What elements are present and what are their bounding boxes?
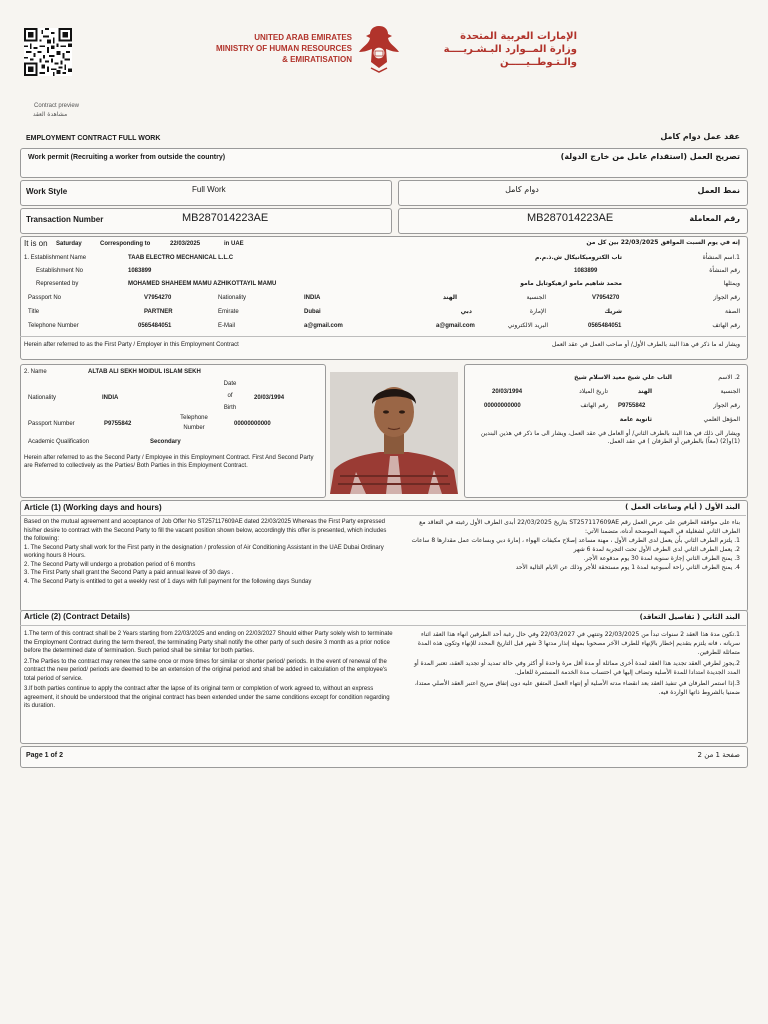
- title-label-ar: الصفة: [725, 308, 740, 315]
- employee-telephone-label-ar: رقم الهاتف: [580, 402, 608, 409]
- telephone-ar-side: 0565484051: [588, 323, 622, 329]
- corresponding-to: Corresponding to: [100, 241, 151, 247]
- qualification-label: Academic Qualification: [28, 439, 90, 445]
- emirate-value: Dubai: [304, 309, 321, 315]
- divider: [20, 515, 746, 516]
- employee-name-label-ar: 2. الاسم: [718, 374, 740, 381]
- employee-name-ar: التاب علي شيخ معيد الاسلام شيخ: [574, 374, 672, 381]
- employee-dob-label-ar: تاريخ الميلاد: [579, 388, 608, 395]
- establishment-no-label: Establishment No: [36, 268, 84, 274]
- ministry-name-en: UNITED ARAB EMIRATES MINISTRY OF HUMAN RESOURCES & EMIRATISATION: [215, 33, 352, 64]
- emirate-label-ar: الإمارة: [529, 308, 546, 315]
- nationality-ar: الهند: [442, 294, 457, 301]
- article-2-title-en: Article (2) (Contract Details): [24, 612, 130, 621]
- passport-no-label: Passport No: [28, 295, 62, 301]
- nationality: INDIA: [304, 295, 321, 301]
- email-label-ar: البريد الالكتروني: [507, 322, 548, 329]
- uae-emblem-icon: [357, 22, 401, 74]
- qualification-label-ar: المؤهل العلمي: [703, 416, 740, 423]
- employee-nationality-label: Nationality: [28, 395, 57, 401]
- employee-telephone: 00000000000: [234, 421, 271, 427]
- qr-code-icon: [24, 28, 72, 76]
- passport-no-label-ar: رقم الجواز: [713, 294, 740, 301]
- employee-name-label: 2. Name: [24, 369, 47, 375]
- first-party-footer-ar: ويشار له ما ذكر في هذا البند بالطرف الأول/ أو صاحب العمل في عقد العمل: [551, 341, 740, 348]
- title-ar: شريك: [604, 308, 622, 315]
- contract-day: Saturday: [56, 241, 82, 247]
- contract-date: 22/03/2025: [170, 241, 201, 247]
- represented-by: MOHAMED SHAHEEM MAMU AZHIKOTTAYIL MAMU: [128, 281, 277, 287]
- establishment-name-label-ar: 1.اسم المنشأة: [702, 254, 740, 261]
- employee-name: ALTAB ALI SEKH MOIDUL ISLAM SEKH: [88, 369, 201, 375]
- emirate-label: Emirate: [218, 309, 239, 315]
- article-1-body-ar: بناء على موافقة الطرفين على عرض العمل رقم ST257117609AE بتاريخ 22/03/2025 أبدى الطرف الأول رغبته في التعاقد مع الطرف الثاني لشغليلة في المهنة الموضحة أدناه، متضمنا الآتي: 1. يلتزم الطرف الثاني بأن يعمل لدى الطرف الأول ، مهنة مساعد إصلاح مكيفات الهواء ، إمارة دبي وبساعات عمل مقدارها 8 ساعات 2. يعمل الطرف الثاني لدى الطرف الأول تحت التجربة لمدة 6 شهر 3. يمنح الطرف الثاني إجازة سنوية لمدة 30 يوم مدفوعة الأجر. 4. يمنح الطرف الثاني راحة أسبوعية لمدة 1 يوم مستحقة للأجر وذلك عن الايام التالية الأحد: [411, 519, 740, 571]
- employee-passport-label-ar: رقم الجواز: [713, 402, 740, 409]
- preview-label: Contract preview: [34, 103, 80, 109]
- divider: [20, 625, 746, 626]
- transaction-number: MB287014223AE: [182, 212, 269, 224]
- telephone-value: 0565484051: [138, 323, 172, 329]
- establishment-no-ar-side: 1083899: [574, 268, 598, 274]
- page-footer: [20, 746, 748, 768]
- article-2-body-ar: 1.تكون مدة هذا العقد 2 سنوات تبدأ من 22/03/2025 وتنتهي في 22/03/2027 وفي حال رغبة أحد الطرفين انهاء هذا العقد اثناء سريانه ، فانه يلتزم بتقديم إخطار بالإنهاء للطرف الآخر مصحوبا بمهلة إنذار مدتها 3 شهر قبل التاريخ المحدد للإنهاء وتكون هذه المدة متماثلة للطرفين. 2.يجوز لطرفي العقد تجديد هذا العقد لمدة أخرى مماثلة أو مدة أقل مرة واحدة أو أكثر وفي حالة تمديد أو تجديد العقد، تعتبر المدة أو المدد الجديدة امتدادا للمدة الأصلية وتضاف إليها في احتساب مدة الخدمة المستمرة للعامل. 3.إذا استمر الطرفان في تنفيذ العقد بعد انقضاء مدته الأصلية أو إنتهاء العمل المتفق عليه دون إتفاق صريح اعتبر العقد الأصلي ممتدا، ضمنيا بالشروط ذاتها الواردة فيه.: [414, 631, 740, 696]
- in-uae: in UAE: [224, 241, 244, 247]
- employee-nationality-label-ar: الجنسية: [720, 388, 740, 395]
- passport-no-ar-side: V7954270: [592, 295, 620, 301]
- contract-date-ar: إنه في يوم السبت الموافق 22/03/2025 بين كل من: [586, 239, 740, 246]
- telephone-label: Telephone Number: [28, 323, 79, 329]
- employee-passport-label: Passport Number: [28, 421, 75, 427]
- establishment-no-label-ar: رقم المنشأة: [709, 267, 740, 274]
- qualification: Secondary: [150, 439, 181, 445]
- employee-telephone-label: Telephone Number: [180, 415, 208, 431]
- telephone-label-ar: رقم الهاتف: [712, 322, 740, 329]
- transaction-label: Transaction Number: [26, 215, 104, 224]
- first-party-footer-en: Herein after referred to as the First Party / Employer in this Employment Contract: [24, 342, 239, 348]
- contract-page: [12, 10, 742, 770]
- article-1-title-ar: البند الأول ( أيام وساعات العمل ): [625, 503, 740, 511]
- article-2-title-ar: البند الثاني ( تفاصيل التعاقد): [639, 613, 740, 621]
- employee-telephone-ar-side: 00000000000: [484, 403, 521, 409]
- represented-by-ar: محمد شاهيم مامو ازهيكوتايل مامو: [520, 280, 622, 287]
- it-is-on: It is on: [24, 239, 48, 248]
- employee-photo: [330, 372, 458, 494]
- title-value: PARTNER: [144, 309, 173, 315]
- ministry-name-ar: الإمارات العربية المتحدة وزارة المــوارد البـشـريــــة والـتـوطــيـــــن: [443, 31, 577, 68]
- preview-label-ar: مشاهدة العقد: [32, 111, 68, 118]
- dob-label: Date of Birth: [223, 381, 237, 411]
- establishment-name-ar: تاب الكتروميكانيكال ش.ذ.م.م: [535, 254, 622, 261]
- employee-nationality: INDIA: [102, 395, 119, 401]
- page-number-en: Page 1 of 2: [26, 752, 63, 759]
- article-2-body-en: 1.The term of this contract shall be 2 Years starting from 22/03/2025 and ending on 22/03/2027 Should either Party solely wish to terminate the Employment Contract during the term thereof, the terminating Party shall notify the other party of such desire 3 month as a prior notice before the determined date of termination. Such period shall be similar for both parties. 2.The Parties to the contract may renew the same once or more times for similar or shorter period/ periods. In the event of renewal of the contract the new period/ periods are deemed to be an extension of the original period and shall be added in calculation of the employee's total period of service. 3.If both parties continue to apply the contract after the lapse of its original term or completion of work agreed to, without an express agreement, it should be understood that the original contract has been extended under the same conditions except for condition regarding its duration.: [24, 631, 393, 709]
- employee-passport-ar-side: P9755842: [618, 403, 646, 409]
- establishment-name-label: 1. Establishment Name: [24, 255, 87, 261]
- work-style-label-ar: نمط العمل: [697, 186, 740, 195]
- establishment-name: TAAB ELECTRO MECHANICAL L.L.C: [128, 255, 234, 261]
- work-permit-ar: تصريح العمل (استقدام عامل من خارج الدولة): [560, 152, 740, 161]
- title-label: Title: [28, 309, 40, 315]
- page-number-ar: صفحة 1 من 2: [697, 751, 740, 759]
- second-party-footer-en: Herein after referred to as the Second Party / Employee in this Employment Contract. First And Second Party are Referred to collectively as the Parties/ Both Parties in this Employment Contract.: [24, 455, 314, 469]
- work-style-value-ar: دوام كامل: [505, 185, 539, 194]
- represented-by-label-ar: ويمثلها: [723, 280, 740, 287]
- employee-dob-ar-side: 20/03/1994: [492, 389, 523, 395]
- article-1-title-en: Article (1) (Working days and hours): [24, 503, 162, 512]
- emirate-ar: دبي: [460, 308, 472, 315]
- passport-no: V7954270: [144, 295, 172, 301]
- nationality-label: Nationality: [218, 295, 247, 301]
- qualification-ar: ثانوية عامة: [619, 416, 652, 423]
- email-label: E-Mail: [218, 323, 236, 329]
- work-style-label: Work Style: [26, 187, 68, 196]
- second-party-footer-ar: ويشار الى ذلك في هذا البند بالطرف الثاني/ أو العامل في عقد العمل، ويشار الى ما ذكر في هذين البندين (1)و(2) (معاً) بالطرفين أو الطرفان ) في عقد العمل.: [480, 430, 740, 445]
- establishment-no: 1083899: [128, 268, 152, 274]
- work-style-value: Full Work: [192, 185, 226, 194]
- work-permit-en: Work permit (Recruiting a worker from outside the country): [28, 154, 226, 161]
- contract-title-ar: عقد عمل دوام كامل: [660, 132, 740, 141]
- email-ar-side: a@gmail.com: [436, 323, 475, 329]
- article-1-body-en: Based on the mutual agreement and acceptance of Job Offer No ST257117609AE dated 22/03/2025 Whereas the First Party expressed his/her desire to contract with the Second Party to fill the vacant position shown below, accordingly this offer is presented, which includes the following: 1. The Second Party shall work for the First party in the designation / profession of Air Conditioning Assistant in the UAE Dubai Ordinary working hours 8 Hours. 2. The Second Party will undergo a probation period of 6 months 3. The First Party shall grant the Second Party a paid annual leave of 30 days . 4. The Second Party is entitled to get a weekly rest of 1 days with full payment for the following days Sunday: [24, 519, 387, 585]
- employee-nationality-ar: الهند: [637, 388, 652, 395]
- divider: [20, 336, 746, 337]
- email-value: a@gmail.com: [304, 323, 343, 329]
- transaction-label-ar: رقم المعاملة: [689, 214, 740, 223]
- employee-dob: 20/03/1994: [254, 395, 285, 401]
- contract-title-en: EMPLOYMENT CONTRACT FULL WORK: [26, 135, 161, 142]
- transaction-number-ar-side: MB287014223AE: [527, 212, 614, 224]
- employee-passport: P9755842: [104, 421, 132, 427]
- nationality-label-ar: الجنسية: [526, 294, 546, 301]
- represented-by-label: Represented by: [36, 281, 79, 287]
